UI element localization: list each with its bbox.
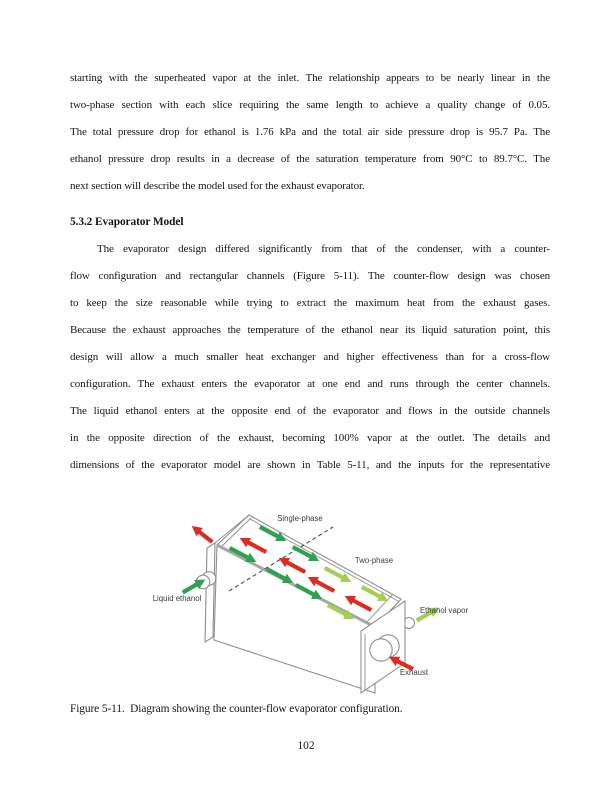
text-line: The evaporator design differed significantly from that of the condenser, with a counter- [97, 243, 550, 255]
left-end-plate [205, 543, 215, 642]
text-line: Because the exhaust approaches the temperature of the ethanol near its liquid saturation point, this [70, 324, 550, 336]
exhaust-port [370, 639, 392, 661]
text-line: The liquid ethanol enters at the opposite end of the evaporator and flows in the outside channels [70, 405, 550, 417]
figure-caption: Figure 5-11. Diagram showing the counter-flow evaporator configuration. [70, 703, 403, 715]
paragraph-before-figure [70, 65, 550, 200]
text-line: ethanol pressure drop results in a decrease of the saturation temperature from 90°C to 89.7°C. The [70, 153, 550, 165]
section-heading: 5.3.2 Evaporator Model [70, 216, 184, 228]
figure-5-11-diagram [137, 497, 472, 697]
label-two-phase: Two-phase [354, 556, 394, 565]
text-line: to keep the size reasonable while trying to extract the maximum heat from the exhaust gases. [70, 297, 550, 309]
label-liquid-ethanol: Liquid ethanol [152, 594, 202, 603]
text-line: dimensions of the evaporator model are shown in Table 5-11, and the inputs for the representative [70, 459, 550, 471]
text-line: next section will describe the model used for the exhaust evaporator. [70, 180, 365, 192]
label-exhaust: Exhaust [399, 668, 429, 677]
text-line: in the opposite direction of the exhaust, becoming 100% vapor at the outlet. The details and [70, 432, 550, 444]
text-line: flow configuration and rectangular channels (Figure 5-11). The counter-flow design was chosen [70, 270, 550, 282]
text-line: two-phase section with each slice requiring the same length to achieve a quality change of 0.05. [70, 99, 550, 111]
text-line: design will allow a much smaller heat exchanger and higher effectiveness than for a cross-flow [70, 351, 550, 363]
label-single-phase: Single-phase [277, 514, 323, 523]
text-line: configuration. The exhaust enters the evaporator at one end and runs through the center channels. [70, 378, 550, 390]
text-line: starting with the superheated vapor at the inlet. The relationship appears to be nearly linear in the [70, 72, 550, 84]
text-line: The total pressure drop for ethanol is 1.76 kPa and the total air side pressure drop is 95.7 Pa. The [70, 126, 550, 138]
paragraph-after-heading [70, 236, 550, 479]
page-number: 102 [297, 740, 315, 752]
flow-arrow-red [189, 522, 216, 546]
label-ethanol-vapor: Ethanol vapor [419, 606, 469, 615]
